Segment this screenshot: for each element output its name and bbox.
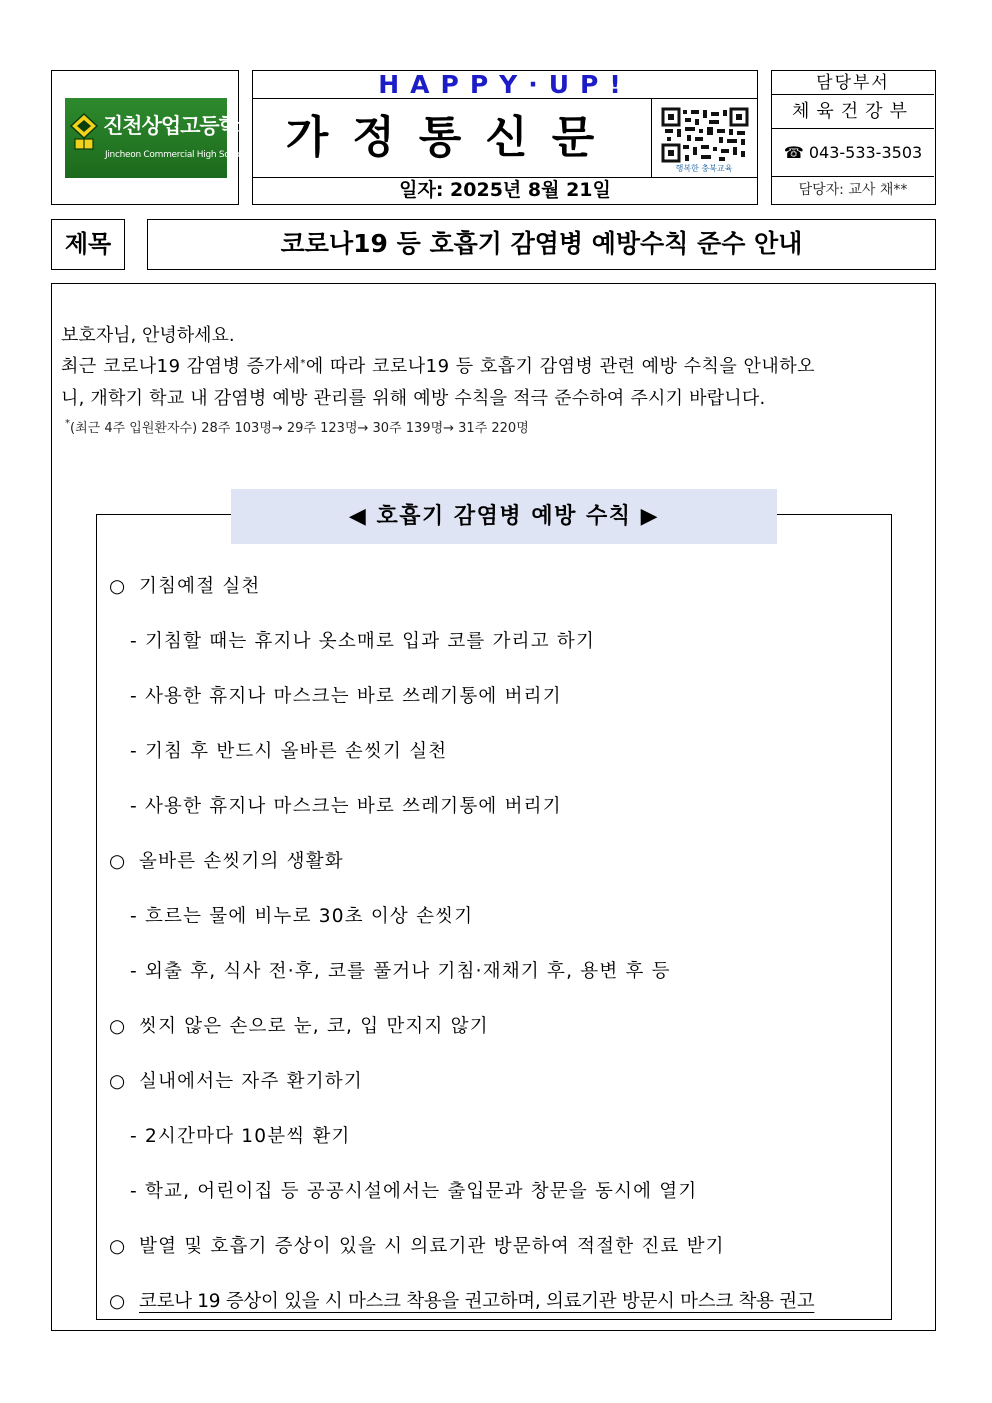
school-logo-box bbox=[51, 70, 258, 205]
qr-caption: 행복한 충북교육 bbox=[675, 164, 733, 173]
rule-sub-item: - 2시간마다 10분씩 환기 bbox=[130, 1126, 351, 1147]
rule-item-text: 발열 및 호흡기 증상이 있을 시 의료기관 방문하여 적절한 진료 받기 bbox=[139, 1236, 725, 1257]
rule-item-text: 코로나 19 증상이 있을 시 마스크 착용을 권고하며, 의료기관 방문시 마스크 착용 권고 bbox=[139, 1291, 815, 1312]
department-box bbox=[771, 70, 936, 205]
slogan: HAPPY·UP! bbox=[253, 71, 757, 99]
intro-line-1 bbox=[61, 352, 815, 378]
footnote-text: (최근 4주 입원환자수) 28주 103명→ 29주 123명→ 30주 139명→ 31주 220명 bbox=[70, 421, 529, 436]
issue-date: 일자: 2025년 8월 21일 bbox=[253, 177, 757, 204]
circle-bullet-icon: ○ bbox=[109, 576, 127, 597]
rule-item bbox=[109, 572, 261, 598]
rule-item bbox=[109, 1232, 725, 1258]
school-logo bbox=[65, 98, 258, 178]
greeting: 보호자님, 안녕하세요. bbox=[61, 325, 235, 346]
intro-text-a: 최근 코로나19 감염병 증가세 bbox=[61, 356, 301, 377]
qr-code-cell bbox=[651, 99, 757, 177]
newsletter-header bbox=[252, 70, 758, 205]
subject-label: 제목 bbox=[51, 219, 125, 270]
rule-item-text: 씻지 않은 손으로 눈, 코, 입 만지지 않기 bbox=[139, 1016, 489, 1037]
circle-bullet-icon: ○ bbox=[109, 851, 127, 872]
footnote bbox=[65, 417, 529, 436]
qr-code-icon[interactable] bbox=[661, 107, 749, 163]
school-name: 진천상업고등학교 bbox=[103, 114, 258, 138]
intro-text-b: 에 따라 코로나19 등 호흡기 감염병 관련 예방 수칙을 안내하오 bbox=[305, 356, 816, 377]
department-name: 체육건강부 bbox=[772, 95, 934, 129]
circle-bullet-icon: ○ bbox=[109, 1016, 127, 1037]
rule-item bbox=[109, 847, 344, 873]
body-content bbox=[51, 283, 936, 1331]
subject-title: 코로나19 등 호흡기 감염병 예방수칙 준수 안내 bbox=[147, 219, 936, 270]
department-phone: ☎ 043-533-3503 bbox=[772, 129, 934, 177]
rule-sub-item: - 기침 후 반드시 올바른 손씻기 실천 bbox=[130, 741, 448, 762]
school-emblem-icon bbox=[69, 112, 99, 152]
school-name-english: Jincheon Commercial High School bbox=[105, 150, 247, 160]
newsletter-title: 가정통신문 bbox=[285, 112, 619, 163]
rule-item-text: 올바른 손씻기의 생활화 bbox=[139, 851, 344, 872]
rule-sub-item: - 학교, 어린이집 등 공공시설에서는 출입문과 창문을 동시에 열기 bbox=[130, 1181, 698, 1202]
department-label: 담당부서 bbox=[772, 71, 934, 95]
rule-item bbox=[109, 1287, 814, 1313]
rule-sub-item: - 기침할 때는 휴지나 옷소매로 입과 코를 가리고 하기 bbox=[130, 631, 596, 652]
rule-item-text: 실내에서는 자주 환기하기 bbox=[139, 1071, 363, 1092]
footnote-marker: * bbox=[65, 418, 70, 429]
department-contact: 담당자: 교사 채** bbox=[798, 182, 908, 198]
rule-sub-item: - 사용한 휴지나 마스크는 바로 쓰레기통에 버리기 bbox=[130, 686, 562, 707]
circle-bullet-icon: ○ bbox=[109, 1236, 127, 1257]
rule-sub-item: - 외출 후, 식사 전·후, 코를 풀거나 기침·재채기 후, 용변 후 등 bbox=[130, 961, 671, 982]
rules-title: ◀ 호흡기 감염병 예방 수칙 ▶ bbox=[231, 489, 777, 544]
intro-line-2: 니, 개학기 학교 내 감염병 예방 관리를 위해 예방 수칙을 적극 준수하여 주시기 바랍니다. bbox=[61, 388, 766, 409]
rule-item bbox=[109, 1012, 489, 1038]
rule-sub-item: - 사용한 휴지나 마스크는 바로 쓰레기통에 버리기 bbox=[130, 796, 562, 817]
rule-sub-item: - 흐르는 물에 비누로 30초 이상 손씻기 bbox=[130, 906, 474, 927]
rule-item-text: 기침예절 실천 bbox=[139, 576, 261, 597]
circle-bullet-icon: ○ bbox=[109, 1071, 127, 1092]
circle-bullet-icon: ○ bbox=[109, 1291, 125, 1312]
rule-item bbox=[109, 1067, 363, 1093]
intro-footnote-marker: * bbox=[300, 358, 306, 369]
